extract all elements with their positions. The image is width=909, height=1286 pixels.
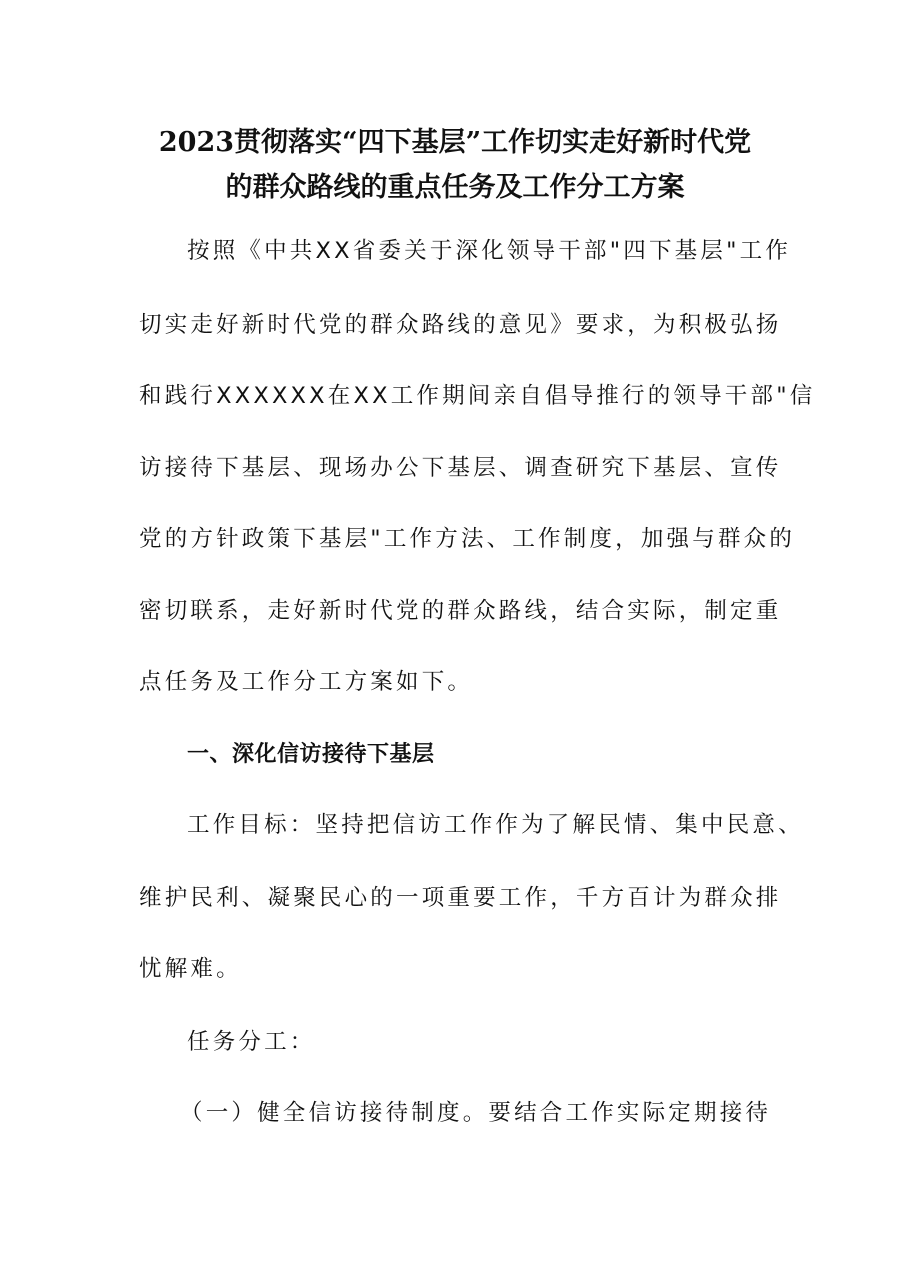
intro-line-3: 和践行XXXXXX在XX工作期间亲自倡导推行的领导干部"信 [139,383,816,409]
goal-line-1: 工作目标：坚持把信访工作作为了解民情、集中民意、 [187,812,804,838]
task-item-1: （一）健全信访接待制度。要结合工作实际定期接待 [180,1100,772,1126]
document-title-line-1: 2023贯彻落实“四下基层”工作切实走好新时代党 [158,127,752,158]
task-label: 任务分工： [187,1029,316,1055]
intro-line-5: 党的方针政策下基层"工作方法、工作制度，加强与群众的 [139,526,796,552]
intro-line-4: 访接待下基层、现场办公下基层、调查研究下基层、宣传 [139,455,782,481]
intro-line-7: 点任务及工作分工方案如下。 [139,669,474,695]
goal-line-3: 忧解难。 [139,956,242,982]
intro-line-6: 密切联系，走好新时代党的群众路线，结合实际，制定重 [139,598,782,624]
goal-line-2: 维护民利、凝聚民心的一项重要工作，千方百计为群众排 [139,885,782,911]
intro-line-1: 按照《中共XX省委关于深化领导干部"四下基层"工作 [187,238,792,264]
document-title-line-2: 的群众路线的重点任务及工作分工方案 [225,172,685,203]
section-heading: 一、深化信访接待下基层 [187,742,435,767]
intro-line-2: 切实走好新时代党的群众路线的意见》要求，为积极弘扬 [139,312,782,338]
